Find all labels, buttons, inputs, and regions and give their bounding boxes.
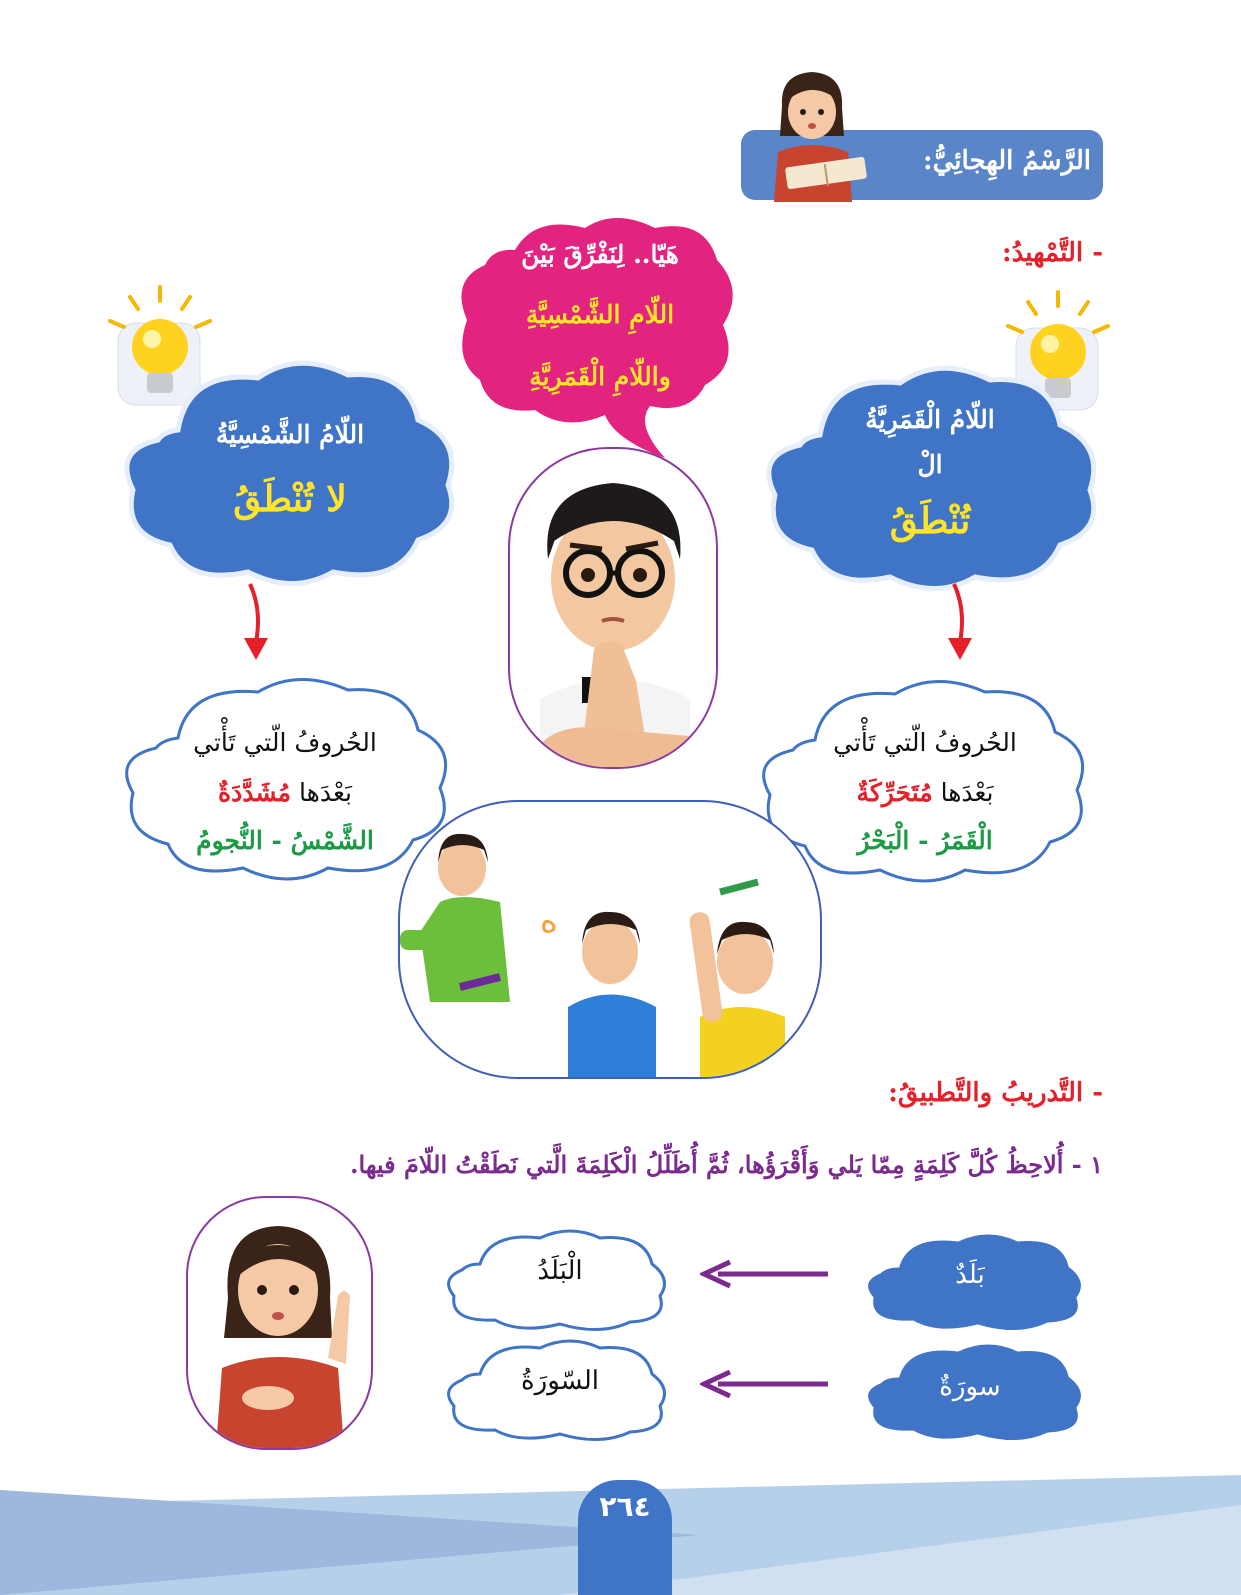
sun-letters-doubled: مُشَدَّدَةٌ <box>218 778 292 807</box>
sun-letters-examples <box>140 826 430 855</box>
moon-example-1: الْقَمَرُ <box>937 826 993 855</box>
intro-label: - التَّمْهيدُ: <box>1002 238 1103 268</box>
thinking-boy-frame <box>508 447 718 769</box>
example-separator: - <box>271 826 282 855</box>
moon-cloud-al: الْ <box>917 450 943 479</box>
speech-line-2: اللّامِ الشَّمْسِيَّةِ <box>525 300 675 329</box>
speech-line-3: واللّامِ الْقَمَرِيَّةِ <box>529 362 671 391</box>
page-number: ٢٦٤ <box>599 1490 651 1523</box>
sun-cloud-action: لا تُنْطَقُ <box>233 478 347 520</box>
speech-line-1: هَيّا.. لِنَفْرِّقَ بَيْنَ <box>521 240 679 269</box>
answer-1[interactable]: الْبَلَدُ <box>537 1256 583 1286</box>
sun-example-1: الشَّمْسُ <box>290 826 374 855</box>
moon-letters-examples <box>780 826 1070 855</box>
moon-letters-after: بَعْدَها <box>940 778 994 807</box>
sun-example-2: النُّجومُ <box>196 826 263 855</box>
word-2: سورَةٌ <box>939 1372 1001 1402</box>
moon-cloud-title: اللّامُ الْقَمَرِيَّةُ <box>865 405 995 434</box>
arrow-left-icon <box>700 1258 830 1290</box>
word-1: بَلَدٌ <box>955 1260 985 1290</box>
exercise-instruction: ١ - أُلاحِظُ كُلَّ كَلِمَةٍ مِمّا يَلي وَأَقْرَؤُها، ثُمَّ أُظَلِّلُ الْكَلِمَةَ الَّتي نَطَقْتُ اللّامَ فيها. <box>350 1150 1103 1179</box>
moon-letters-vowelled: مُتَحَرِّكَةٌ <box>856 778 933 807</box>
thinking-boy-illustration <box>510 449 716 767</box>
sun-cloud <box>118 350 463 590</box>
svg-text:ه: ه <box>540 901 558 941</box>
three-boys-illustration <box>400 802 820 1077</box>
moon-letters-line-1: الحُروفُ الّتي تَأْتي <box>833 728 1017 757</box>
sun-letters-after: بَعْدَها <box>299 778 352 807</box>
arrow-down-icon <box>940 580 980 665</box>
girl-frame <box>186 1196 373 1450</box>
sun-letters-line-1: الحُروفُ الّتي تَأْتي <box>193 728 377 757</box>
practice-label: - التَّدريبُ والتَّطبيقُ: <box>888 1078 1103 1108</box>
answer-2[interactable]: السّورَةُ <box>521 1366 599 1396</box>
moon-letters-line-2 <box>780 778 1070 807</box>
page-title: الرَّسْمُ الهِجائِيُّ: <box>923 146 1091 176</box>
girl-reading-illustration <box>760 66 870 202</box>
example-separator: - <box>918 826 929 855</box>
three-boys-frame <box>398 800 822 1079</box>
sun-letters-line-2 <box>140 778 430 807</box>
arrow-down-icon <box>236 580 276 665</box>
moon-cloud-action: تُنْطَقُ <box>889 500 971 542</box>
sun-cloud-title: اللّامُ الشَّمْسِيَّةُ <box>215 420 365 449</box>
moon-example-2: الْبَحْرُ <box>857 826 910 855</box>
arrow-left-icon <box>700 1368 830 1400</box>
girl-talking-illustration <box>188 1198 371 1448</box>
